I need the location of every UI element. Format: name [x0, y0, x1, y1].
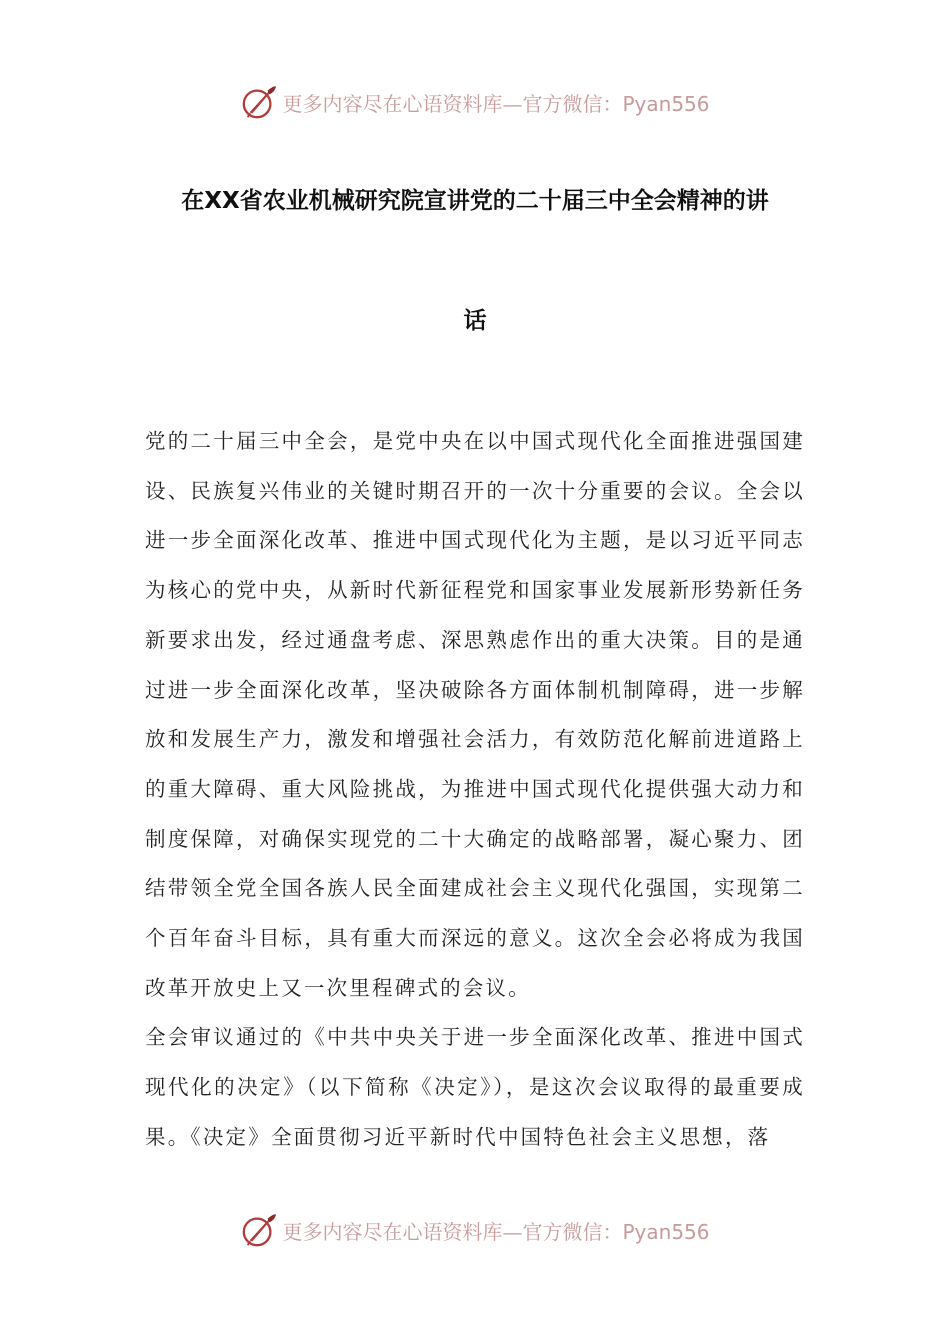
paragraph: 党的二十届三中全会，是党中央在以中国式现代化全面推进强国建设、民族复兴伟业的关键时期召开的一次十分重要的会议。全会以进一步全面深化改革、推进中国式现代化为主题，是以习近平同志为核心的党中央，从新时代新征程党和国家事业发展新形势新任务新要求出发，经过通盘考虑、深思熟虑作出的重大决策。目的是通过进一步全面深化改革，坚决破除各方面体制机制障碍，进一步解放和发展生产力，激发和增强社会活力，有效防范化解前进道路上的重大障碍、重大风险挑战，为推进中国式现代化提供强大动力和制度保障，对确保实现党的二十大确定的战略部署，凝心聚力、团结带领全党全国各族人民全面建成社会主义现代化强国，实现第二个百年奋斗目标，具有重大而深远的意义。这次全会必将成为我国改革开放史上又一次里程碑式的会议。 [145, 429, 805, 1000]
header-banner [0, 80, 950, 124]
quill-pen-logo-icon [240, 83, 278, 121]
banner-wechat-id: Pyan556 [622, 1219, 710, 1244]
paragraph: 全会审议通过的《中共中央关于进一步全面深化改革、推进中国式现代化的决定》（以下简称《决定》），是这次会议取得的最重要成果。《决定》全面贯彻习近平新时代中国特色社会主义思想，落 [145, 1025, 805, 1149]
footer-banner [0, 1208, 950, 1252]
banner-text: 更多内容尽在心语资料库—官方微信：Pyan556 [282, 1219, 710, 1244]
document-title: 在XX省农业机械研究院宣讲党的二十届三中全会精神的讲 [181, 188, 769, 214]
banner-text: 更多内容尽在心语资料库—官方微信：Pyan556 [282, 91, 710, 116]
document-title-continued: 话 [463, 308, 487, 334]
quill-pen-logo-icon [240, 1211, 278, 1249]
document-body [145, 417, 805, 1163]
banner-wechat-id: Pyan556 [622, 91, 710, 116]
